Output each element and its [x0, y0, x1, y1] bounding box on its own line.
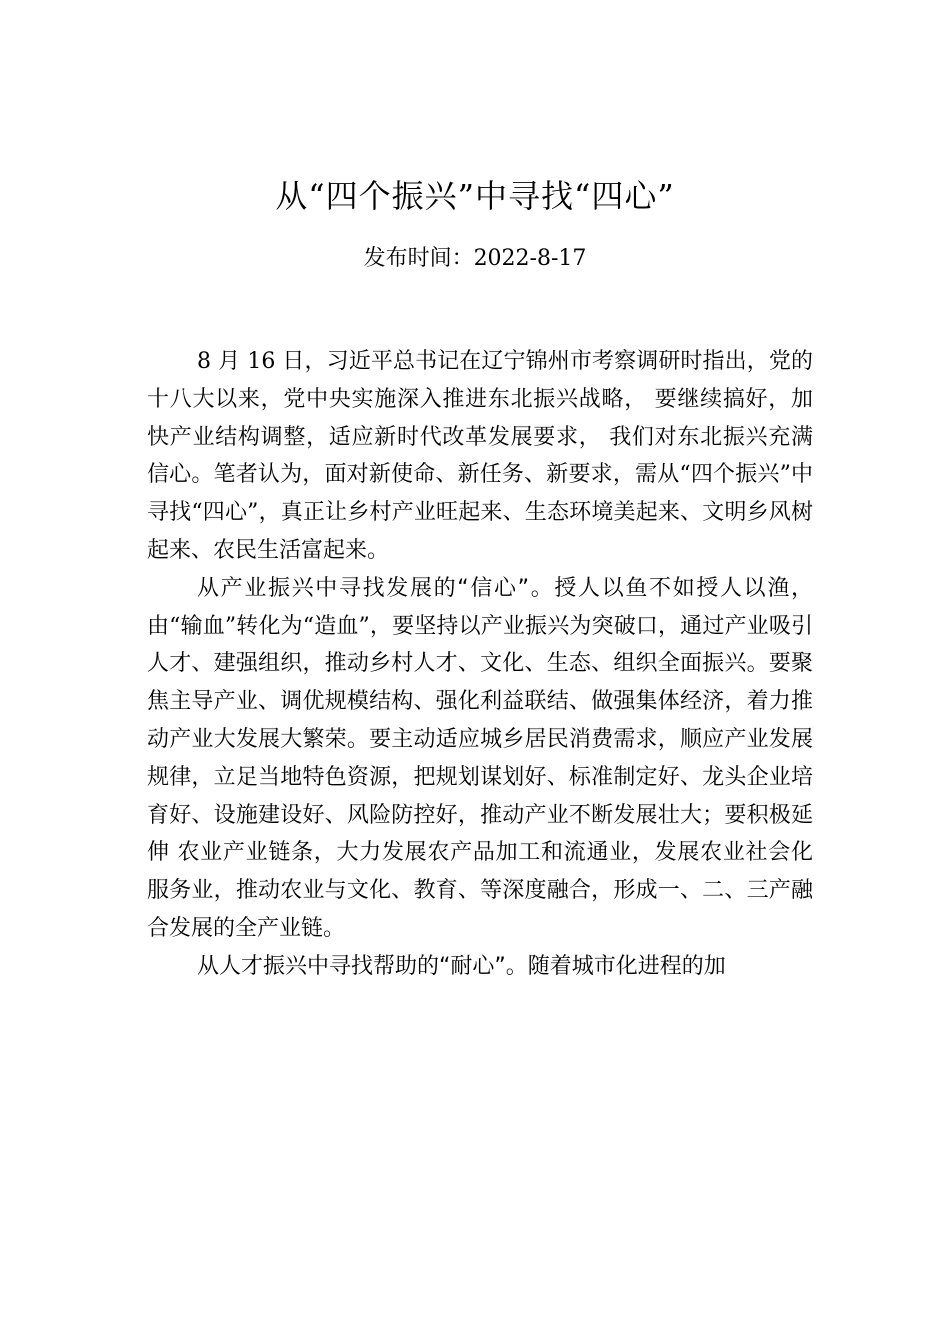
paragraph-intro [147, 343, 813, 570]
document-title: 从“四个振兴”中寻找“四心” [275, 177, 675, 215]
paragraph-industry [147, 570, 813, 948]
article-body [147, 343, 813, 986]
paragraph-text: 。随着城市化进程的加 [505, 953, 726, 979]
paragraph-talent [147, 948, 813, 986]
publish-date: 发布时间：2022-8-17 [363, 246, 587, 271]
paragraph-text: 8 月 16 日，习近平总书记在辽宁锦州市考察调研时指出，党的十八大以来，党中央实施深入推进东北振兴战略， 要继续搞好，加快产业结构调整，适应新时代改革发展要求， 我们对东北振兴充满信心。笔者认为，面对新使命、新任务、新要求，需从“四个振兴”中寻找“四心”，真正让乡村产业旺起来、生态环境美起来、文明乡风树起来、农民生活富起来。 [147, 349, 813, 563]
paragraph-lead: 从人才振兴中寻找帮助的“耐心” [197, 953, 506, 979]
paragraph-text: 。授人以鱼不如授人以渔，由“输血”转化为“造血”，要坚持以产业振兴为突破口，通过产业吸引人才、建强组织，推动乡村人才、文化、生态、组织全面振兴。要聚焦主导产业、调优规模结构、强化利益联结、做强集体经济，着力推动产业大发展大繁荣。要主动适应城乡居民消费需求，顺应产业发展规律，立足当地特色资源，把规划谋划好、标准制定好、龙头企业培育好、设施建设好、风险防控好，推动产业不断发展壮大；要积极延伸 农业产业链条，大力发展农产品加工和流通业，发展农业社会化服务业，推动农业与文化、教育、等深度融合，形成一、二、三产融合发展的全产业链。 [147, 575, 813, 941]
paragraph-lead: 从产业振兴中寻找发展的“信心” [197, 575, 530, 601]
